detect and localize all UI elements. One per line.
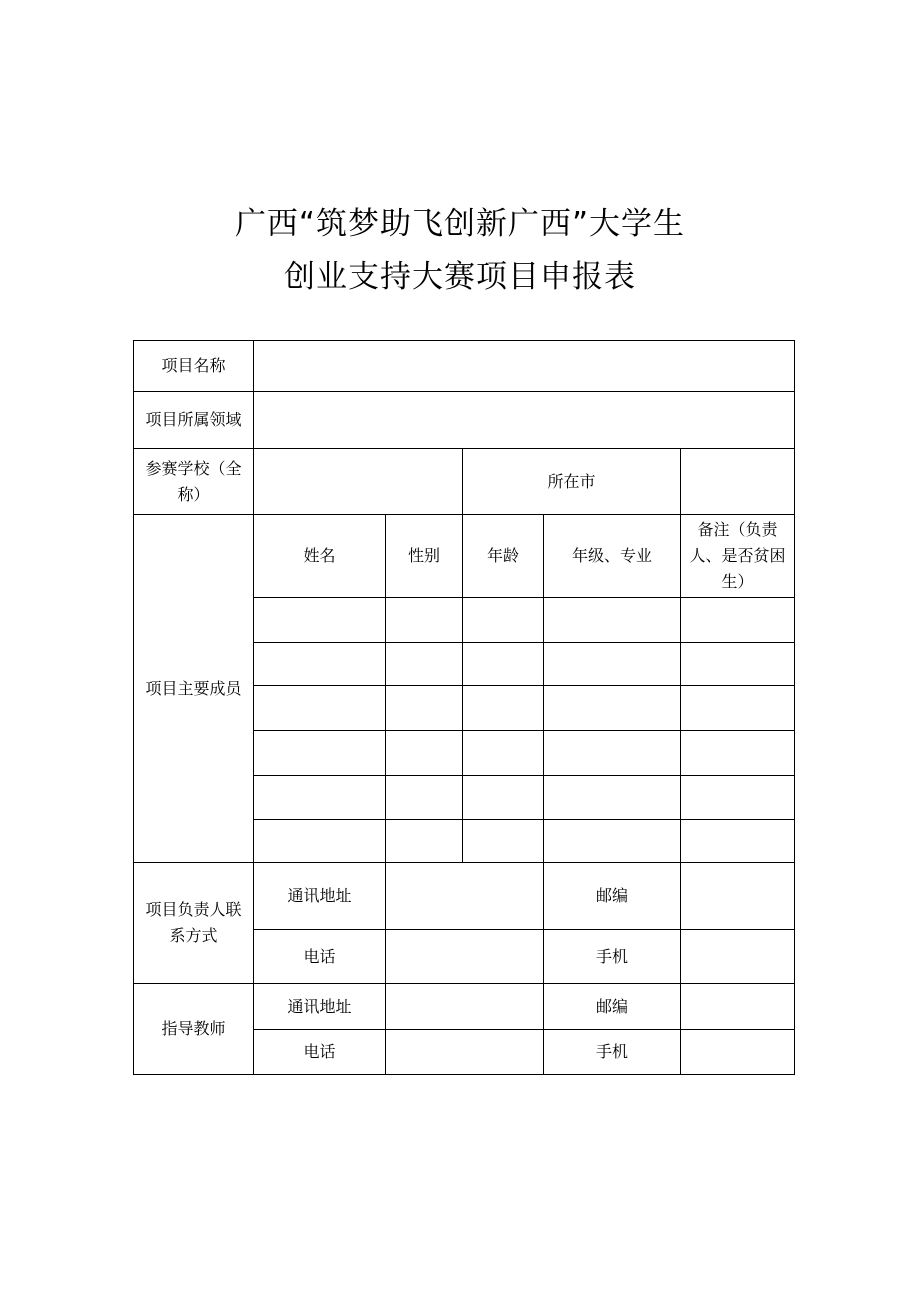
member-gender-cell[interactable] <box>386 643 463 686</box>
school-field[interactable] <box>254 449 463 515</box>
member-name-cell[interactable] <box>254 776 386 820</box>
leader-postcode-field[interactable] <box>681 863 795 930</box>
teacher-label: 指导教师 <box>134 984 254 1075</box>
member-gender-cell[interactable] <box>386 776 463 820</box>
leader-phone-field[interactable] <box>386 930 544 984</box>
member-header-notes: 备注（负责人、是否贫困生） <box>681 515 795 598</box>
member-header-name: 姓名 <box>254 515 386 598</box>
member-header-age: 年龄 <box>463 515 544 598</box>
city-field[interactable] <box>681 449 795 515</box>
member-age-cell[interactable] <box>463 776 544 820</box>
members-label: 项目主要成员 <box>134 515 254 863</box>
member-notes-cell[interactable] <box>681 643 795 686</box>
city-label: 所在市 <box>463 449 681 515</box>
teacher-postcode-field[interactable] <box>681 984 795 1030</box>
member-age-cell[interactable] <box>463 731 544 776</box>
project-name-field[interactable] <box>254 341 795 392</box>
leader-contact-label: 项目负责人联系方式 <box>134 863 254 984</box>
member-gender-cell[interactable] <box>386 686 463 731</box>
leader-address-label: 通讯地址 <box>254 863 386 930</box>
leader-address-field[interactable] <box>386 863 544 930</box>
project-name-row <box>134 341 795 392</box>
member-name-cell[interactable] <box>254 820 386 863</box>
members-header-row <box>134 515 795 598</box>
member-notes-cell[interactable] <box>681 731 795 776</box>
member-notes-cell[interactable] <box>681 776 795 820</box>
member-grade-major-cell[interactable] <box>544 776 681 820</box>
form-title-line-1: 广西“筑梦助飞创新广西”大学生 <box>234 206 686 242</box>
member-grade-major-cell[interactable] <box>544 643 681 686</box>
teacher-address-field[interactable] <box>386 984 544 1030</box>
member-name-cell[interactable] <box>254 598 386 643</box>
form-title-line-2: 创业支持大赛项目申报表 <box>284 259 636 295</box>
leader-phone-label: 电话 <box>254 930 386 984</box>
member-gender-cell[interactable] <box>386 820 463 863</box>
member-grade-major-cell[interactable] <box>544 686 681 731</box>
project-field-label: 项目所属领域 <box>134 392 254 449</box>
teacher-mobile-label: 手机 <box>544 1030 681 1075</box>
member-gender-cell[interactable] <box>386 598 463 643</box>
member-age-cell[interactable] <box>463 820 544 863</box>
member-age-cell[interactable] <box>463 686 544 731</box>
leader-mobile-field[interactable] <box>681 930 795 984</box>
member-gender-cell[interactable] <box>386 731 463 776</box>
member-grade-major-cell[interactable] <box>544 598 681 643</box>
application-form-table <box>133 340 795 1075</box>
project-field-field[interactable] <box>254 392 795 449</box>
project-name-label: 项目名称 <box>134 341 254 392</box>
member-notes-cell[interactable] <box>681 598 795 643</box>
teacher-address-row <box>134 984 795 1030</box>
school-row <box>134 449 795 515</box>
project-field-row <box>134 392 795 449</box>
teacher-mobile-field[interactable] <box>681 1030 795 1075</box>
member-notes-cell[interactable] <box>681 820 795 863</box>
teacher-postcode-label: 邮编 <box>544 984 681 1030</box>
member-age-cell[interactable] <box>463 643 544 686</box>
member-name-cell[interactable] <box>254 731 386 776</box>
member-grade-major-cell[interactable] <box>544 731 681 776</box>
leader-postcode-label: 邮编 <box>544 863 681 930</box>
teacher-phone-field[interactable] <box>386 1030 544 1075</box>
school-label: 参赛学校（全称） <box>134 449 254 515</box>
member-header-gender: 性别 <box>386 515 463 598</box>
leader-address-row <box>134 863 795 930</box>
member-grade-major-cell[interactable] <box>544 820 681 863</box>
member-header-grade-major: 年级、专业 <box>544 515 681 598</box>
member-notes-cell[interactable] <box>681 686 795 731</box>
leader-mobile-label: 手机 <box>544 930 681 984</box>
member-name-cell[interactable] <box>254 686 386 731</box>
member-age-cell[interactable] <box>463 598 544 643</box>
teacher-phone-label: 电话 <box>254 1030 386 1075</box>
teacher-address-label: 通讯地址 <box>254 984 386 1030</box>
member-name-cell[interactable] <box>254 643 386 686</box>
